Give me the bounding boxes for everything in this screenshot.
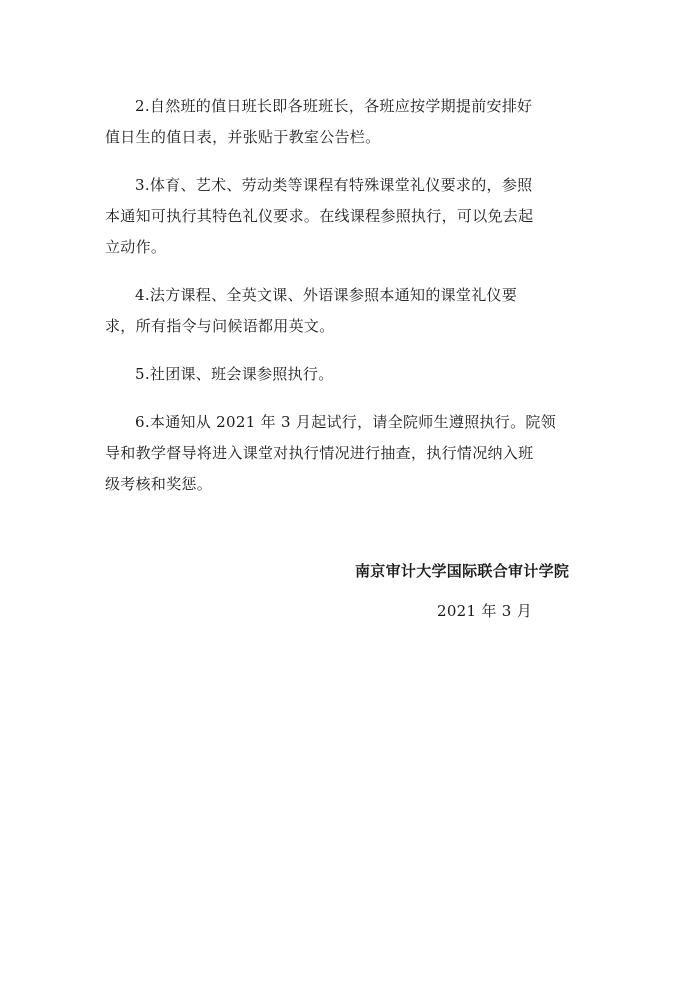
paragraph-line: 4.法方课程、全英文课、外语课参照本通知的课堂礼仪要 bbox=[135, 286, 518, 304]
paragraph-6 bbox=[105, 407, 605, 500]
paragraph-line: 导和教学督导将进入课堂对执行情况进行抽查，执行情况纳入班 bbox=[105, 444, 534, 462]
paragraph-line: 级考核和奖惩。 bbox=[105, 475, 213, 493]
notice-body bbox=[105, 91, 605, 517]
paragraph-line: 本通知可执行其特色礼仪要求。在线课程参照执行，可以免去起 bbox=[105, 207, 534, 225]
paragraph-2 bbox=[105, 91, 605, 153]
paragraph-line: 5.社团课、班会课参照执行。 bbox=[135, 365, 334, 383]
paragraph-line: 2.自然班的值日班长即各班班长，各班应按学期提前安排好 bbox=[135, 97, 533, 115]
issue-date: 2021 年 3 月 bbox=[437, 602, 533, 620]
paragraph-line: 值日生的值日表，并张贴于教室公告栏。 bbox=[105, 128, 381, 146]
issuer-signature: 南京审计大学国际联合审计学院 bbox=[355, 562, 570, 580]
paragraph-4 bbox=[105, 280, 605, 342]
paragraph-line: 立动作。 bbox=[105, 238, 167, 256]
paragraph-line: 3.体育、艺术、劳动类等课程有特殊课堂礼仪要求的，参照 bbox=[135, 176, 533, 194]
paragraph-3 bbox=[105, 170, 605, 263]
paragraph-line: 求，所有指令与问候语都用英文。 bbox=[105, 317, 335, 335]
paragraph-5 bbox=[105, 359, 605, 390]
paragraph-line: 6.本通知从 2021 年 3 月起试行，请全院师生遵照执行。院领 bbox=[135, 413, 557, 431]
